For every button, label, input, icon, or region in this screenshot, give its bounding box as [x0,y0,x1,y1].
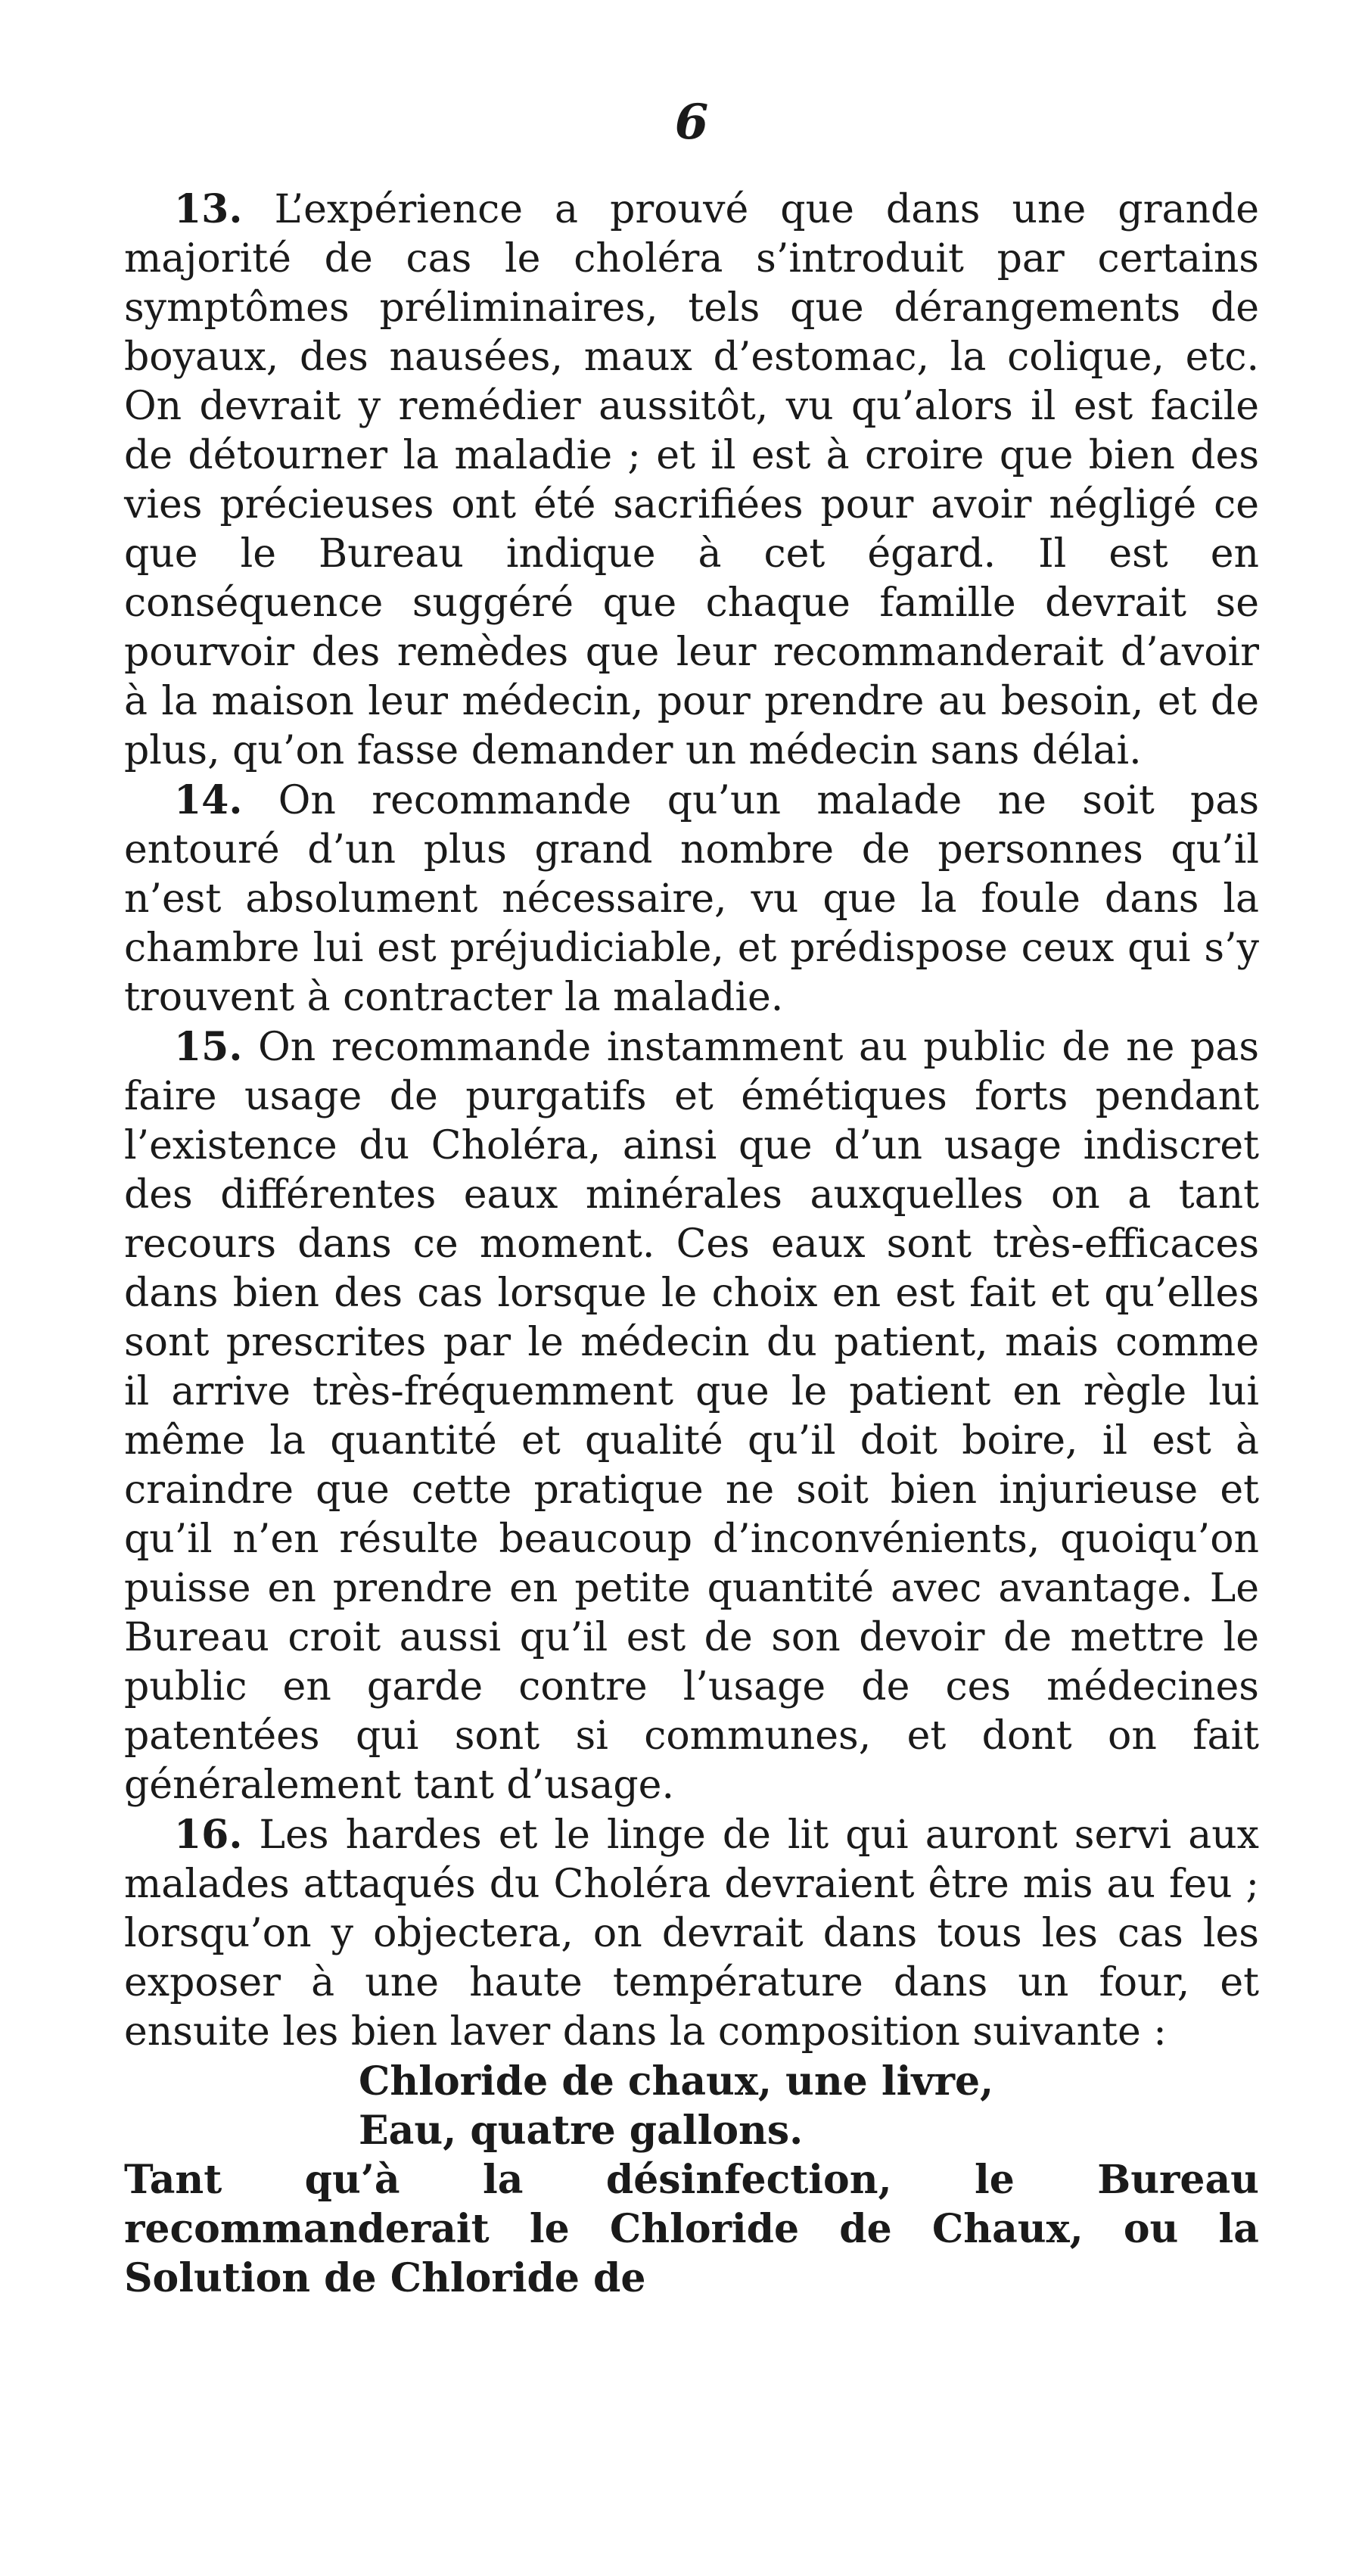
paragraph-13 [124,185,1259,776]
paragraph-number: 16. [174,1812,243,1858]
paragraph-number: 15. [174,1024,243,1070]
paragraph-16 [124,1810,1259,2057]
paragraph-text: L’expérience a prouvé que dans une grande majorité de cas le choléra s’introduit par certains symptômes préliminaires, tels que dérangements de boyaux, des nausées, maux d’estomac, la colique, etc. On devrait y remédier aussitôt, vu qu’alors il est facile de détourner la maladie ; et il est à croire que bien des vies précieuses ont été sacrifiées pour avoir négligé ce que le Bureau indique à cet égard. Il est en conséquence suggéré que chaque famille devrait se pourvoir des remèdes que leur recommanderait d’avoir à la maison leur médecin, pour prendre au besoin, et de plus, qu’on fasse demander un médecin sans délai. [124,187,1260,773]
paragraph-text: On recommande instamment au public de ne pas faire usage de purgatifs et émétiques forts pendant l’existence du Choléra, ainsi que d’un usage indiscret des différentes eaux minérales auxquelles on a tant recours dans ce moment. Ces eaux sont très-efficaces dans bien des cas lorsque le choix en est fait et qu’elles sont prescrites par le médecin du patient, mais comme il arrive très-fréquemment que le patient en règle lui même la quantité et qualité qu’il doit boire, il est à craindre que cette pratique ne soit bien injurieuse et qu’il n’en résulte beaucoup d’inconvénients, quoiqu’on puisse en prendre en petite quantité avec avantage. Le Bureau croit aussi qu’il est de son devoir de mettre le public en garde contre l’usage de ces médecines patentées qui sont si communes, et dont on fait généralement tant d’usage. [124,1025,1260,1808]
recipe-line: Eau, quatre gallons. [359,2108,804,2154]
paragraph-number: 13. [174,186,243,232]
paragraph-number: 14. [174,777,243,823]
paragraph-text: On recommande qu’un malade ne soit pas entouré d’un plus grand nombre de personnes qu’il n’est absolument nécessaire, vu que la foule dans la chambre lui est préjudiciable, et prédispose ceux qui s’y trouvent à contracter la maladie. [124,778,1260,1020]
paragraph-text: Les hardes et le linge de lit qui auront servi aux malades attaqués du Choléra devraient être mis au feu ; lorsqu’on y objectera, on devrait dans tous les cas les exposer à une haute température dans un four, et ensuite les bien laver dans la composition suivante : [124,1812,1260,2055]
paragraph-14 [124,776,1259,1022]
recipe-line: Chloride de chaux, une livre, [359,2058,994,2105]
document-page [124,94,1260,2303]
recipe-block [359,2057,1259,2155]
page-number: 6 [674,94,709,151]
paragraph-15 [124,1022,1259,1810]
final-paragraph: Tant qu’à la désinfection, le Bureau recommanderait le Chloride de Chaux, ou la Solution de Chloride de [124,2157,1259,2301]
